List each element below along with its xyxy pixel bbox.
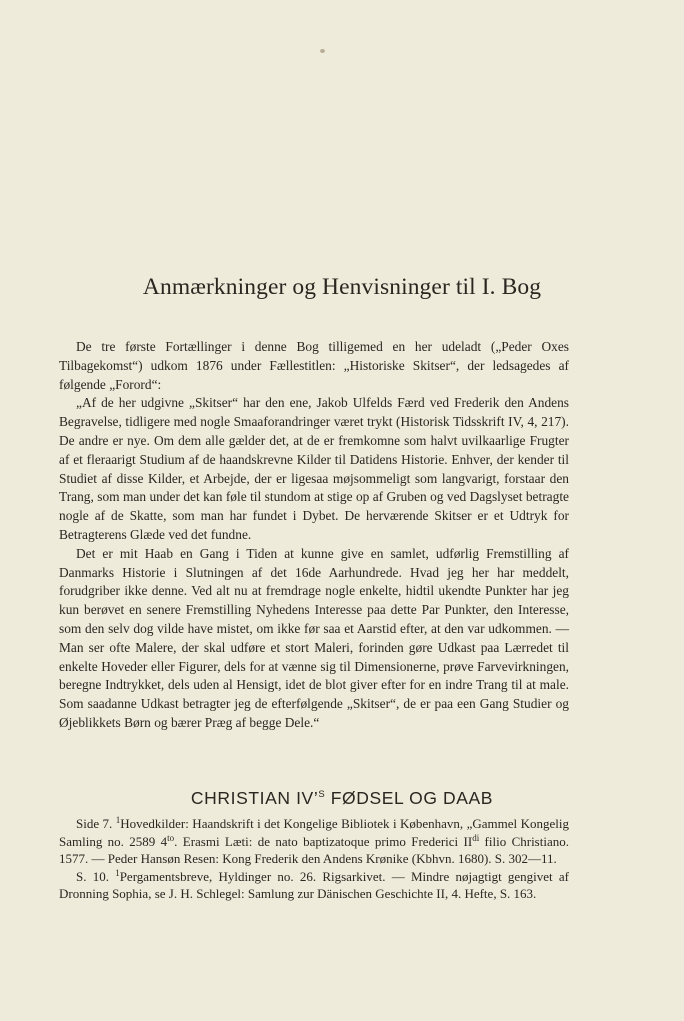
note-superscript: di <box>472 832 480 843</box>
section-heading-superscript: S <box>318 789 326 800</box>
paper-speck <box>320 49 325 53</box>
note-text: Hovedkilder: Haandskrift i det Kongelige Bibliotek i København, „Gammel Kongelig Samling no. 2589 4 <box>59 816 569 849</box>
note-side-10 <box>59 868 569 903</box>
paragraph-forord-1: „Af de her udgivne „Skitser“ har den ene, Jakob Ulfelds Færd ved Frederik den Andens Begravelse, tidligere med nogle Smaaforandringer været trykt (Historisk Tidsskrift IV, 4, 217). De andre er nye. Om dem alle gælder det, at de er fremkomne som halvt uvilkaarlige Frugter af et fleraarigt Studium af de haandskrevne Kilder til Datidens Historie. Enhver, der kender til Studiet af disse Kilder, et Arbejde, der er ligesaa møjsommeligt som langvarigt, forstaar den Trang, som man under det kan føle til stundom at stige op af Gruben og ved Dagslyset betragte nogle af de Skatte, som man har fundet i Dybet. De herværende Skitser er et Udtryk for Betragterens Glæde ved det fundne. <box>59 395 569 542</box>
section-heading <box>0 788 684 809</box>
paragraph-forord-2: Det er mit Haab en Gang i Tiden at kunne give en samlet, udførlig Fremstilling af Danmarks Historie i Slutningen af det 16de Aarhundrede. Hvad jeg her har meddelt, forudgriber ikke denne. Ved alt nu at fremdrage nogle enkelte, hidtil ukendte Punkter har jeg kun berøvet en senere Fremstilling Nyhedens Interesse paa dette Par Punkter, den Interesse, som den selv dog vilde have mistet, om ikke før saa et Aarstid efter, at den var udkommen. — Man ser ofte Malere, der skal udføre et stort Maleri, forinden gøre Udkast paa Lærredet til enkelte Hoveder eller Figurer, dels for at vænne sig til Dimensionerne, prøve Farvevirkningen, beregne Indtrykket, dels uden al Hensigt, idet de blot giver efter for en indre Trang til at male. Som saadanne Udkast betragter jeg de efterfølgende „Skitser“, de er paa een Gang Studier og Øjeblikkets Børn og bærer Præg af begge Dele.“ <box>59 545 569 730</box>
body-text <box>59 338 569 733</box>
note-text: Pergamentsbreve, Hyldinger no. 26. Rigsarkivet. — Mindre nøjagtigt gengivet af Dronning Sophia, se J. H. Schlegel: Samlung zur Dänischen Geschichte II, 4. Hefte, S. 163. <box>59 868 569 902</box>
note-side-7 <box>59 815 569 868</box>
note-text: . Erasmi Læti: de nato baptizatoque primo Frederici II <box>174 833 473 849</box>
section-heading-rest: FØDSEL OG DAAB <box>325 788 494 808</box>
note-text: filio Christiano. 1577. — Peder Hansøn Resen: Kong Frederik den Andens Krønike (Kbhvn. 1680). S. 302—11. <box>59 833 569 867</box>
page-title: Anmærkninger og Henvisninger til I. Bog <box>142 274 542 300</box>
note-marker: 1 <box>115 815 121 825</box>
note-prefix: S. 10. <box>76 868 116 884</box>
note-prefix: Side 7. <box>76 816 116 831</box>
note-marker: 1 <box>115 867 120 878</box>
section-heading-main: CHRISTIAN IV’ <box>190 788 319 808</box>
notes <box>59 815 569 903</box>
note-superscript: to <box>167 832 175 843</box>
paragraph-intro: De tre første Fortællinger i denne Bog tilligemed en her udeladt („Peder Oxes Tilbagekomst“) udkom 1876 under Fællestitlen: „Historiske Skitser“, der ledsagedes af følgende „Forord“: <box>59 339 569 392</box>
